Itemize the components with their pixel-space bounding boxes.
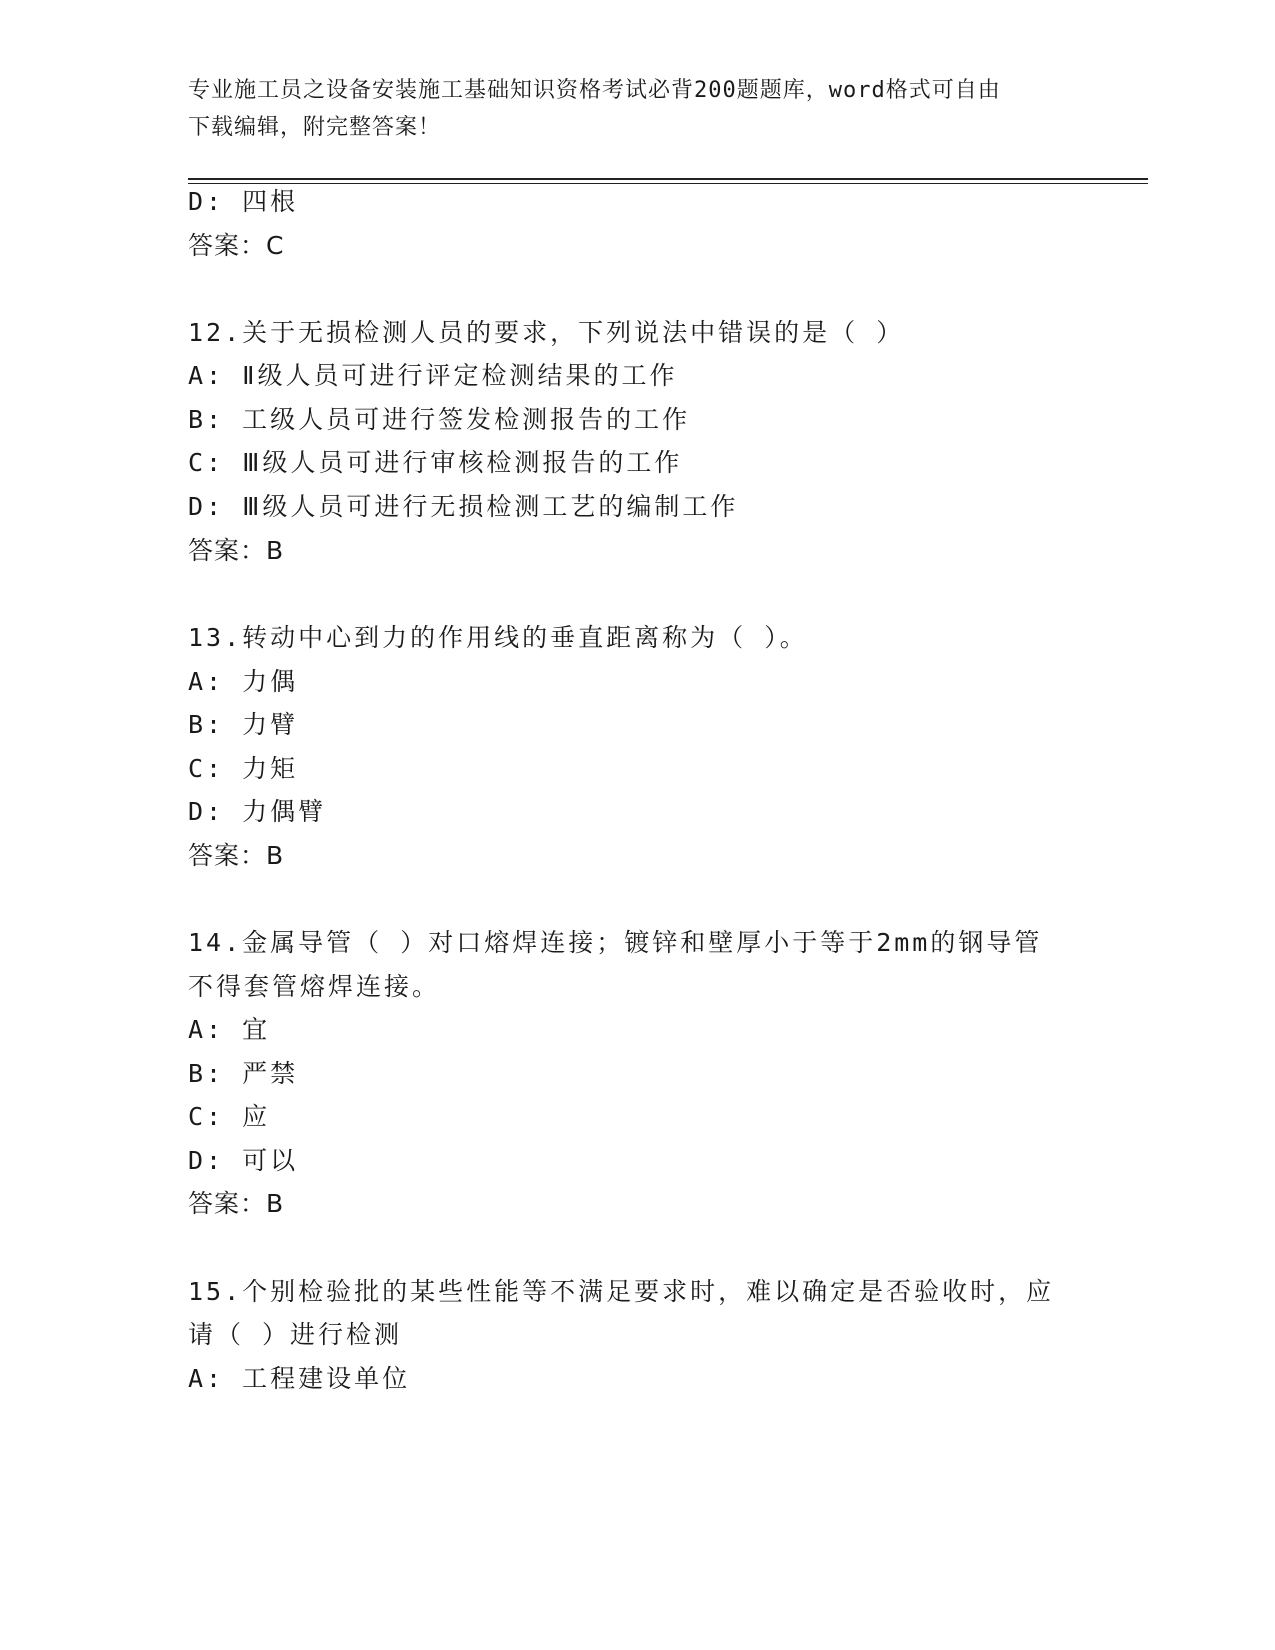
header-title-line-1: 专业施工员之设备安装施工基础知识资格考试必背200题题库，word格式可自由 [188, 78, 1001, 103]
q14-option-d: D: 可以 [188, 1146, 299, 1175]
q11-answer: 答案：C [188, 231, 285, 260]
q14-stem-line-2: 不得套管熔焊连接。 [188, 972, 441, 1001]
q13-option-b: B: 力臂 [188, 710, 299, 739]
q14-option-c: C: 应 [188, 1102, 271, 1131]
q12-answer: 答案：B [188, 536, 285, 565]
q13-stem: 13.转动中心到力的作用线的垂直距离称为（ ）。 [188, 623, 808, 652]
header-rule-thick [188, 178, 1148, 180]
q14-stem-line-1: 14.金属导管（ ）对口熔焊连接；镀锌和壁厚小于等于2mm的钢导管 [188, 928, 1043, 957]
q13-option-d: D: 力偶臂 [188, 797, 327, 826]
q15-option-a: A: 工程建设单位 [188, 1364, 411, 1393]
q12-stem: 12.关于无损检测人员的要求，下列说法中错误的是（ ） [188, 318, 905, 347]
q13-option-a: A: 力偶 [188, 667, 299, 696]
header-title-line-2: 下载编辑，附完整答案！ [188, 115, 442, 140]
header-rule-thin [188, 183, 1148, 184]
q12-option-b: B: 工级人员可进行签发检测报告的工作 [188, 405, 691, 434]
q12-option-d: D: Ⅲ级人员可进行无损检测工艺的编制工作 [188, 492, 739, 521]
q13-answer: 答案：B [188, 841, 285, 870]
q12-option-c: C: Ⅲ级人员可进行审核检测报告的工作 [188, 448, 683, 477]
q11-option-d: D: 四根 [188, 187, 299, 216]
q15-stem-line-1: 15.个别检验批的某些性能等不满足要求时，难以确定是否验收时，应 [188, 1277, 1055, 1306]
document-header [188, 72, 1088, 146]
q13-option-c: C: 力矩 [188, 754, 299, 783]
q12-option-a: A: Ⅱ级人员可进行评定检测结果的工作 [188, 361, 678, 390]
q14-option-a: A: 宜 [188, 1015, 271, 1044]
q14-answer: 答案：B [188, 1189, 285, 1218]
q14-option-b: B: 严禁 [188, 1059, 299, 1088]
q15-stem-line-2: 请（ ）进行检测 [188, 1320, 403, 1349]
